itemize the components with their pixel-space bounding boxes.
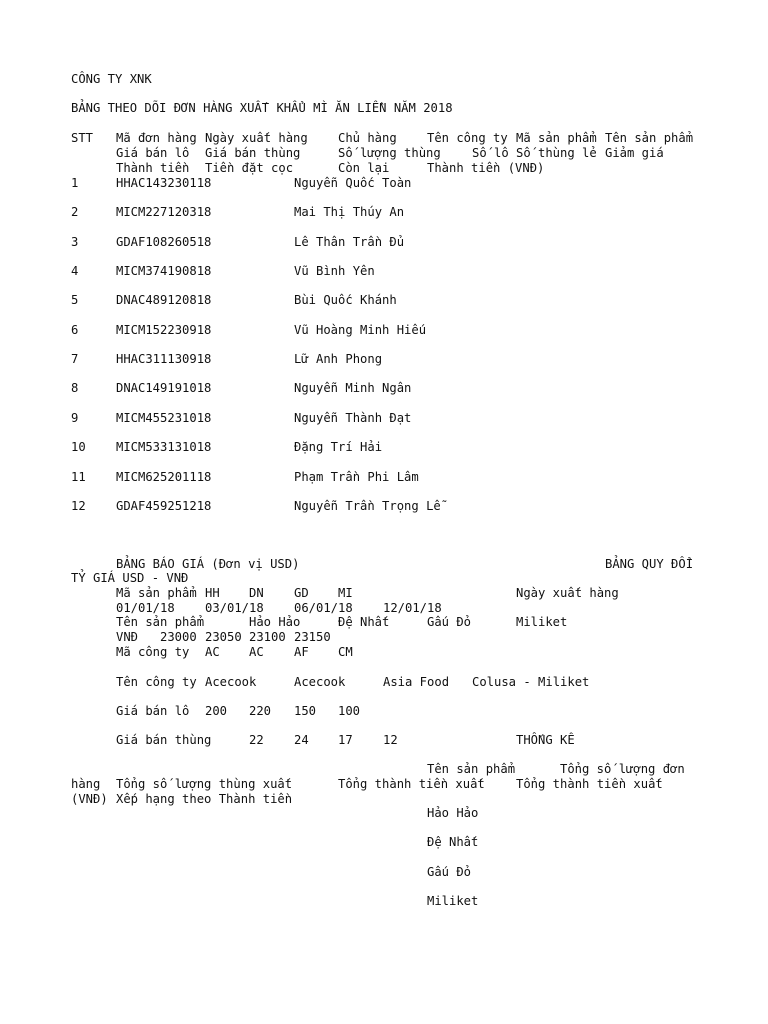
header-ten-cong-ty: Tên công ty: [427, 131, 508, 145]
stats-header-product: Tên sản phẩm: [427, 762, 516, 776]
row-stt: 1: [71, 176, 79, 190]
exchange-date: 01/01/18: [116, 601, 175, 615]
price-box-value: 22: [249, 733, 264, 747]
row-order-code: MICM374190818: [116, 264, 212, 278]
price-company-name: Acecook: [294, 675, 346, 689]
price-product-code: MI: [338, 586, 353, 600]
row-stt: 9: [71, 411, 79, 425]
stats-header-amount-vnd: Tổng thành tiền xuất: [516, 777, 663, 791]
exchange-rate: 23100: [249, 630, 286, 644]
price-company-code: AC: [205, 645, 220, 659]
row-owner: Đặng Trí Hải: [294, 440, 383, 454]
exchange-rate: 23150: [294, 630, 331, 644]
price-box-value: 12: [383, 733, 398, 747]
price-product-name: Hảo Hảo: [249, 615, 301, 629]
header-thanh-tien-vnd: Thành tiền (VNĐ): [427, 161, 545, 175]
header-ma-don-hang: Mã đơn hàng: [116, 131, 197, 145]
row-stt: 11: [71, 470, 86, 484]
header-giam-gia: Giảm giá: [605, 146, 664, 160]
stats-product: Hảo Hảo: [427, 806, 479, 820]
row-owner: Lê Thân Trần Đủ: [294, 235, 405, 249]
row-stt: 10: [71, 440, 86, 454]
row-order-code: HHAC143230118: [116, 176, 212, 190]
header-gia-ban-lo: Giá bán lô: [116, 146, 190, 160]
price-lot-value: 220: [249, 704, 272, 718]
header-so-thung-le: Số thùng lẻ: [516, 146, 597, 160]
row-order-code: MICM625201118: [116, 470, 212, 484]
header-ten-san-pham: Tên sản phẩm: [605, 131, 694, 145]
exchange-rate: 23000: [160, 630, 197, 644]
stats-product: Gấu Đỏ: [427, 865, 472, 879]
row-owner: Nguyễn Quốc Toàn: [294, 176, 412, 190]
price-box-value: 17: [338, 733, 353, 747]
row-stt: 3: [71, 235, 79, 249]
row-stt: 6: [71, 323, 79, 337]
row-order-code: GDAF459251218: [116, 499, 212, 513]
price-product-name-label: Tên sản phẩm: [116, 615, 205, 629]
row-stt: 5: [71, 293, 79, 307]
price-product-code-label: Mã sản phẩm: [116, 586, 197, 600]
row-order-code: DNAC149191018: [116, 381, 212, 395]
price-product-name: Miliket: [516, 615, 568, 629]
price-table-title: BẢNG BÁO GIÁ (Đơn vị USD): [116, 557, 300, 571]
header-con-lai: Còn lại: [338, 161, 390, 175]
row-owner: Mai Thị Thúy An: [294, 205, 405, 219]
row-order-code: DNAC489120818: [116, 293, 212, 307]
exchange-title-cont: TỶ GIÁ USD - VNĐ: [71, 571, 189, 585]
stats-header-amount-vnd-cont: (VNĐ): [71, 792, 108, 806]
stats-header-rank: Xếp hạng theo Thành tiền: [116, 792, 293, 806]
stats-title: THỐNG KÊ: [516, 733, 575, 747]
row-stt: 4: [71, 264, 79, 278]
row-order-code: GDAF108260518: [116, 235, 212, 249]
stats-product: Miliket: [427, 894, 479, 908]
row-order-code: HHAC311130918: [116, 352, 212, 366]
price-company-name: Acecook: [205, 675, 257, 689]
row-owner: Nguyễn Trần Trọng Lễ: [294, 499, 441, 513]
row-owner: Lữ Anh Phong: [294, 352, 383, 366]
price-lot-value: 150: [294, 704, 317, 718]
row-owner: Bùi Quốc Khánh: [294, 293, 397, 307]
header-tien-dat-coc: Tiền đặt cọc: [205, 161, 294, 175]
row-order-code: MICM533131018: [116, 440, 212, 454]
stats-header-boxes: Tổng số lượng thùng xuất: [116, 777, 293, 791]
header-stt: STT: [71, 131, 94, 145]
exchange-rate: 23050: [205, 630, 242, 644]
price-product-code: GD: [294, 586, 309, 600]
row-order-code: MICM227120318: [116, 205, 212, 219]
price-company-code-label: Mã công ty: [116, 645, 190, 659]
price-company-name: Colusa - Miliket: [472, 675, 590, 689]
row-order-code: MICM152230918: [116, 323, 212, 337]
price-box-value: 24: [294, 733, 309, 747]
header-chu-hang: Chủ hàng: [338, 131, 397, 145]
row-owner: Vũ Hoàng Minh Hiếu: [294, 323, 427, 337]
header-ma-san-pham: Mã sản phẩm: [516, 131, 597, 145]
price-lot-label: Giá bán lô: [116, 704, 190, 718]
row-stt: 8: [71, 381, 79, 395]
price-lot-value: 100: [338, 704, 361, 718]
price-product-name: Đệ Nhất: [338, 615, 390, 629]
row-stt: 12: [71, 499, 86, 513]
price-company-name: Asia Food: [383, 675, 450, 689]
exchange-date: 06/01/18: [294, 601, 353, 615]
price-company-code: AC: [249, 645, 264, 659]
row-owner: Vũ Bình Yên: [294, 264, 375, 278]
price-product-name: Gấu Đỏ: [427, 615, 472, 629]
price-product-code: HH: [205, 586, 220, 600]
price-lot-value: 200: [205, 704, 228, 718]
price-company-code: AF: [294, 645, 309, 659]
header-ngay-xuat-hang: Ngày xuất hàng: [205, 131, 308, 145]
price-company-code: CM: [338, 645, 353, 659]
price-company-name-label: Tên công ty: [116, 675, 197, 689]
exchange-date-label: Ngày xuất hàng: [516, 586, 619, 600]
row-owner: Nguyễn Minh Ngân: [294, 381, 412, 395]
exchange-vnd-label: VNĐ: [116, 630, 139, 644]
exchange-title: BẢNG QUY ĐỔI: [605, 557, 694, 571]
header-gia-ban-thung: Giá bán thùng: [205, 146, 301, 160]
exchange-date: 03/01/18: [205, 601, 264, 615]
price-box-label: Giá bán thùng: [116, 733, 212, 747]
company-name: CÔNG TY XNK: [71, 72, 152, 86]
exchange-date: 12/01/18: [383, 601, 442, 615]
row-stt: 2: [71, 205, 79, 219]
document-title: BẢNG THEO DÕI ĐƠN HÀNG XUẤT KHẨU MÌ ĂN LIỀN NĂM 2018: [71, 101, 453, 115]
row-stt: 7: [71, 352, 79, 366]
stats-header-amount: Tổng thành tiền xuất: [338, 777, 485, 791]
row-order-code: MICM455231018: [116, 411, 212, 425]
stats-product: Đệ Nhất: [427, 835, 479, 849]
header-so-lo: Số lô: [472, 146, 509, 160]
row-owner: Nguyễn Thành Đạt: [294, 411, 412, 425]
stats-header-orders: Tổng số lượng đơn: [560, 762, 685, 776]
price-product-code: DN: [249, 586, 264, 600]
header-so-luong-thung: Số lượng thùng: [338, 146, 441, 160]
row-owner: Phạm Trần Phi Lâm: [294, 470, 419, 484]
header-thanh-tien: Thành tiền: [116, 161, 190, 175]
stats-header-orders-cont: hàng: [71, 777, 101, 791]
